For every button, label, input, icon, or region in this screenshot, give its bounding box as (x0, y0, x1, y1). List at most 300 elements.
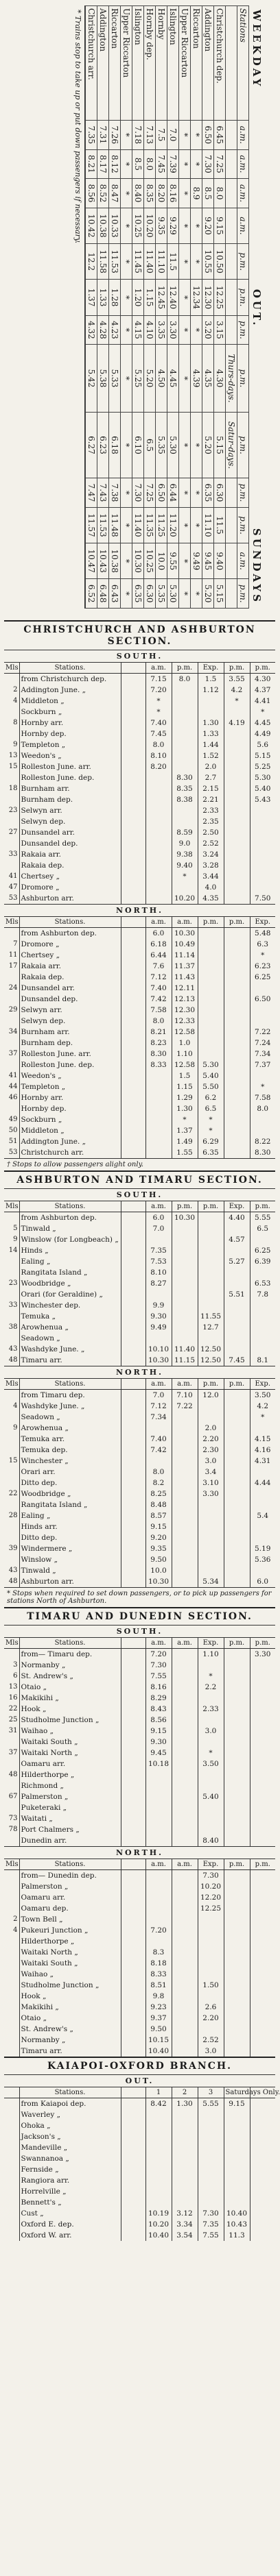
mileage-cell: 3 (13, 1661, 18, 1669)
timetable-section (4, 2057, 280, 2241)
mileage-cell (4, 1212, 19, 1224)
mileage-cell: 25 (8, 1716, 18, 1724)
time-cell (250, 1747, 275, 1758)
time-cell (250, 1660, 275, 1671)
table-row (191, 6, 202, 609)
time-cell (172, 1311, 198, 1322)
table-row (4, 838, 275, 849)
station-name: Jackson's „ (19, 2131, 121, 2142)
station-name: Chertsey „ (19, 950, 121, 961)
direction-label: NORTH. (4, 1366, 275, 1379)
time-cell (224, 1682, 250, 1693)
time-cell (224, 2046, 250, 2057)
time-cell: 8.56 (145, 1715, 172, 1726)
timetable-section (4, 1607, 275, 2057)
time-cell (224, 1791, 250, 1802)
table-row (202, 6, 214, 609)
table-row (4, 961, 275, 972)
mileage-cell (4, 1521, 19, 1532)
time-cell: 9.29 (167, 208, 179, 243)
time-cell (224, 1881, 250, 1892)
mileage-cell (4, 2208, 19, 2219)
table-row (4, 1737, 275, 1747)
station-name: Ealing „ (19, 1256, 121, 1267)
time-cell (172, 1445, 198, 1456)
time-cell: * (191, 244, 202, 280)
time-cell (250, 1813, 275, 1824)
time-cell (172, 1969, 198, 1980)
time-cell: 10.49 (172, 939, 198, 950)
mileage-cell (4, 1554, 19, 1565)
time-cell (172, 761, 198, 772)
station-name: Makikihi „ (19, 1693, 121, 1704)
column-header: p.m. (250, 1201, 275, 1212)
time-cell (224, 1543, 250, 1554)
time-cell (145, 1125, 172, 1136)
time-cell: 7.31 (97, 121, 109, 150)
remark-cell (121, 2131, 145, 2142)
time-cell: 2.30 (198, 1445, 224, 1456)
remark-cell (121, 1081, 145, 1092)
time-cell: 7.34 (145, 1412, 172, 1423)
station-name: Arowhenua „ (19, 1423, 121, 1434)
remark-cell (121, 2197, 145, 2208)
column-header: a.m. (145, 1379, 172, 1390)
time-cell (224, 1554, 250, 1565)
time-cell: 1.5 (172, 1070, 198, 1081)
remark-cell (121, 1704, 145, 1715)
time-cell (172, 717, 198, 728)
time-cell (224, 1311, 250, 1322)
station-name: Islington (167, 6, 179, 121)
time-cell: 1.30 (198, 717, 224, 728)
time-cell (224, 1147, 250, 1158)
time-cell (198, 2024, 224, 2035)
time-cell (224, 2120, 250, 2131)
remark-cell (121, 783, 145, 794)
mileage-cell (4, 1412, 19, 1423)
time-cell (224, 1245, 250, 1256)
mileage-cell (4, 1311, 19, 1322)
remark-cell (121, 2219, 145, 2230)
station-name: Puketeraki „ (19, 1802, 121, 1813)
time-cell: 8.35 (144, 179, 156, 208)
time-cell (224, 1660, 250, 1671)
station-name: Seadown „ (19, 1412, 121, 1423)
time-cell: 3.10 (198, 1477, 224, 1488)
table-row (4, 1510, 275, 1521)
table-row (167, 6, 179, 609)
station-name: Ditto dep. (19, 1532, 121, 1543)
remark-cell (121, 1070, 145, 1081)
time-cell (224, 1401, 250, 1412)
time-cell (172, 739, 198, 750)
time-cell: 10.20 (172, 893, 198, 904)
station-name: Burnham dep. (19, 1038, 121, 1048)
remark-cell (121, 1925, 145, 1936)
time-cell (250, 1925, 275, 1936)
time-column-note (226, 149, 237, 179)
time-cell: 5.25 (132, 345, 144, 413)
column-header: p.m. (224, 1859, 250, 1870)
time-cell (224, 1769, 250, 1780)
time-cell: 6.35 (202, 478, 214, 508)
rotated-heading-row (249, 5, 264, 609)
time-cell (224, 1059, 250, 1070)
station-name: Selwyn arr. (19, 1005, 121, 1016)
station-name: Dunsandel arr. (19, 827, 121, 838)
column-header: Mls (4, 1859, 19, 1870)
time-cell: 8.21 (145, 1027, 172, 1038)
station-name: Winslow (for Longbeach) „ (19, 1234, 121, 1245)
time-cell: * (121, 121, 132, 150)
time-cell (250, 1758, 275, 1769)
table-row (4, 1114, 275, 1125)
time-cell (250, 1914, 275, 1925)
time-cell: 1.49 (172, 1136, 198, 1147)
time-cell (224, 1322, 250, 1333)
time-cell (145, 1456, 172, 1467)
time-cell (198, 1693, 224, 1704)
time-cell (198, 1532, 224, 1543)
time-cell (198, 950, 224, 961)
mileage-cell (4, 1649, 19, 1660)
time-cell (224, 1081, 250, 1092)
table-row (4, 1322, 275, 1333)
time-cell (224, 1300, 250, 1311)
time-cell (172, 1223, 198, 1234)
table-row (4, 2164, 275, 2175)
table-row (4, 1704, 275, 1715)
remark-cell (121, 707, 145, 717)
time-cell (198, 1499, 224, 1510)
remark-cell (121, 1092, 145, 1103)
time-cell (198, 1991, 224, 2002)
time-cell: 7.38 (109, 478, 121, 508)
remark-cell (121, 1914, 145, 1925)
time-cell: 12.0 (198, 1390, 224, 1401)
time-cell: 3.12 (172, 2208, 198, 2219)
time-cell (198, 1412, 224, 1423)
time-cell (172, 1925, 198, 1936)
remark-cell (121, 772, 145, 783)
remark-cell (121, 1682, 145, 1693)
column-header: Mls (4, 663, 19, 674)
station-name: Addington June. „ (19, 685, 121, 696)
time-cell: 7.15 (145, 674, 172, 685)
station-name: Temuka „ (19, 1311, 121, 1322)
station-name: Upper Riccarton (121, 6, 132, 121)
station-name: Sockburn „ (19, 1114, 121, 1125)
mileage-cell: 13 (8, 752, 18, 759)
time-column-note: Thurs-days. (226, 345, 237, 413)
remark-cell (121, 685, 145, 696)
remark-cell (121, 1322, 145, 1333)
time-cell (224, 2175, 250, 2186)
mileage-cell (4, 1333, 19, 1344)
remark-cell (121, 1824, 145, 1835)
table-row (4, 1824, 275, 1835)
time-cell: 6.35 (198, 1147, 224, 1158)
time-cell: 9.9 (145, 1300, 172, 1311)
time-cell (250, 1704, 275, 1715)
time-cell: 2.20 (198, 2013, 224, 2024)
time-cell (224, 1802, 250, 1813)
time-cell: 8.40 (198, 1835, 224, 1846)
station-name: Town Bell „ (19, 1914, 121, 1925)
table-row (4, 893, 275, 904)
time-cell: 4.10 (144, 315, 156, 345)
column-header: Mls (4, 1379, 19, 1390)
time-cell (172, 1726, 198, 1737)
station-name: Hornby arr. (19, 1092, 121, 1103)
time-cell: 10.30 (145, 1576, 172, 1587)
time-cell (198, 1554, 224, 1565)
mileage-cell (4, 1881, 19, 1892)
time-cell (250, 1565, 275, 1576)
station-name: Hinds „ (19, 1245, 121, 1256)
column-header: 3 (198, 2087, 224, 2098)
time-cell (145, 1333, 172, 1344)
station-name: Christchurch dep. (214, 6, 226, 121)
time-cell (198, 1769, 224, 1780)
station-name: Templeton „ (19, 739, 121, 750)
mileage-cell: 2 (13, 686, 18, 694)
time-cell: 11.10 (202, 507, 214, 543)
time-cell: 8.17 (97, 149, 109, 179)
time-cell: 8.43 (145, 1704, 172, 1715)
time-cell (224, 1005, 250, 1016)
time-cell (250, 1234, 275, 1245)
time-cell: 6.43 (109, 579, 121, 609)
section-timetables (4, 620, 280, 2241)
mileage-cell (4, 1103, 19, 1114)
time-cell: * (179, 208, 191, 243)
remark-cell (121, 2208, 145, 2219)
mileage-cell: 67 (8, 1793, 18, 1800)
column-header (121, 1201, 145, 1212)
time-cell: 10.38 (109, 543, 121, 579)
time-cell (250, 1870, 275, 1882)
table-row (4, 1958, 275, 1969)
time-cell: 2.35 (198, 816, 224, 827)
time-cell: 10.30 (132, 543, 144, 579)
time-cell (172, 1289, 198, 1300)
table-row (4, 1234, 275, 1245)
time-cell (172, 1780, 198, 1791)
time-cell (198, 2109, 224, 2120)
time-cell: * (198, 1671, 224, 1682)
time-cell (224, 871, 250, 882)
time-cell: 10.20 (198, 1881, 224, 1892)
time-cell (172, 1543, 198, 1554)
time-column-note (226, 244, 237, 280)
station-name: Cust „ (19, 2208, 121, 2219)
time-cell: * (191, 121, 202, 150)
time-cell: 5.43 (250, 794, 275, 805)
time-cell: 5.35 (156, 579, 167, 609)
time-cell: 12.13 (172, 994, 198, 1005)
direction-label: SOUTH. (4, 650, 275, 663)
time-cell: 8.29 (145, 1693, 172, 1704)
time-cell: 7.45 (224, 1355, 250, 1366)
time-cell: 6.27 (86, 412, 97, 478)
mileage-cell: 48 (8, 1356, 18, 1364)
time-cell: 2.0 (198, 1423, 224, 1434)
direction-label: NORTH. (4, 904, 275, 917)
time-cell (250, 1980, 275, 1991)
time-cell: 11.25 (156, 507, 167, 543)
time-cell (224, 882, 250, 893)
column-header: p.m. (250, 663, 275, 674)
table-row (4, 750, 275, 761)
time-cell: 9.15 (224, 2098, 250, 2110)
time-cell (198, 1234, 224, 1245)
remark-cell (121, 1565, 145, 1576)
time-cell (172, 728, 198, 739)
column-header: p.m. (198, 1201, 224, 1212)
time-cell (198, 1333, 224, 1344)
remark-cell (121, 816, 145, 827)
table-row (4, 1671, 275, 1682)
column-header: Mls (4, 1201, 19, 1212)
mileage-cell: 44 (8, 1083, 18, 1090)
time-cell: 7.55 (198, 2230, 224, 2241)
time-cell: 8.52 (97, 179, 109, 208)
time-cell (224, 1038, 250, 1048)
time-cell (250, 849, 275, 860)
time-cell (250, 2120, 275, 2131)
remark-cell (121, 1554, 145, 1565)
remark-cell (121, 1737, 145, 1747)
time-cell: 9.49 (191, 543, 202, 579)
time-cell: 9.55 (167, 543, 179, 579)
time-cell (172, 1300, 198, 1311)
mileage-cell (4, 1477, 19, 1488)
time-cell: 9.50 (145, 2024, 172, 2035)
time-cell: 10.38 (97, 208, 109, 243)
time-cell (198, 1005, 224, 1016)
mileage-cell: 7 (13, 940, 18, 948)
table-row (4, 2208, 275, 2219)
time-cell: 6.52 (86, 579, 97, 609)
table-row (4, 816, 275, 827)
time-cell (172, 1322, 198, 1333)
time-cell: 4.35 (202, 345, 214, 413)
time-cell (198, 1223, 224, 1234)
time-column-header: p.m. (237, 345, 249, 413)
time-cell: 8.0 (144, 149, 156, 179)
stations-spacer (226, 6, 237, 121)
time-cell: 5.30 (198, 1059, 224, 1070)
time-cell (250, 1344, 275, 1355)
time-cell: 6.2 (198, 1092, 224, 1103)
table-row (4, 2046, 275, 2057)
station-name: Rakaia dep. (19, 972, 121, 983)
time-cell: 7.30 (202, 149, 214, 179)
table-row (4, 827, 275, 838)
remark-cell (121, 739, 145, 750)
time-cell (224, 838, 250, 849)
remark-cell (121, 1423, 145, 1434)
time-cell: 1.0 (172, 1038, 198, 1048)
station-name: Waitaki North „ (19, 1747, 121, 1758)
mileage-cell (4, 1532, 19, 1543)
station-name: Pukeuri Junction „ (19, 1925, 121, 1936)
table-row (4, 717, 275, 728)
section-table (4, 917, 275, 1158)
time-cell: 7.8 (250, 1289, 275, 1300)
remark-cell (121, 696, 145, 707)
time-cell (224, 1824, 250, 1835)
mileage-cell (4, 972, 19, 983)
time-cell (172, 1521, 198, 1532)
time-cell: 7.13 (144, 121, 156, 150)
mileage-cell: 31 (8, 1727, 18, 1734)
section-table (4, 2087, 280, 2241)
time-cell (172, 1958, 198, 1969)
table-row (4, 1344, 275, 1355)
time-cell (145, 1070, 172, 1081)
station-name: Dunsandel dep. (19, 994, 121, 1005)
time-cell: 7.53 (145, 1256, 172, 1267)
time-cell (250, 1715, 275, 1726)
time-cell: 6.23 (97, 412, 109, 478)
time-column-header: p.m. (237, 579, 249, 609)
mileage-cell: 33 (8, 1301, 18, 1309)
table-row (4, 1499, 275, 1510)
time-cell: 3.34 (172, 2219, 198, 2230)
time-cell: 12.20 (198, 1892, 224, 1903)
table-row (4, 1532, 275, 1543)
time-cell (172, 1682, 198, 1693)
time-cell (145, 772, 172, 783)
time-cell: 9.45 (145, 1747, 172, 1758)
time-cell (224, 1344, 250, 1355)
column-header: Exp. (250, 917, 275, 928)
time-cell (198, 2186, 224, 2197)
time-cell (224, 1521, 250, 1532)
time-cell (250, 1780, 275, 1791)
time-cell (145, 1092, 172, 1103)
time-cell (250, 2098, 275, 2110)
remark-cell (121, 2153, 145, 2164)
time-cell: 8.30 (172, 772, 198, 783)
time-cell (250, 882, 275, 893)
mileage-cell: 41 (8, 1072, 18, 1079)
mileage-cell (4, 860, 19, 871)
time-cell (250, 1311, 275, 1322)
mileage-cell: 23 (8, 1279, 18, 1287)
time-cell (224, 1925, 250, 1936)
table-row (4, 1300, 275, 1311)
time-cell: 7.22 (250, 1027, 275, 1038)
station-name: Fernside „ (19, 2164, 121, 2175)
time-cell (224, 2142, 250, 2153)
time-cell: 4.57 (224, 1234, 250, 1245)
table-row (4, 1390, 275, 1401)
time-cell (145, 1936, 172, 1947)
table-row (4, 1791, 275, 1802)
time-column-note (226, 315, 237, 345)
section-table (4, 1638, 275, 1846)
time-cell (198, 2164, 224, 2175)
time-cell (224, 739, 250, 750)
table-row (4, 1333, 275, 1344)
table-row (4, 860, 275, 871)
time-cell (250, 871, 275, 882)
time-cell: 7.30 (132, 478, 144, 508)
